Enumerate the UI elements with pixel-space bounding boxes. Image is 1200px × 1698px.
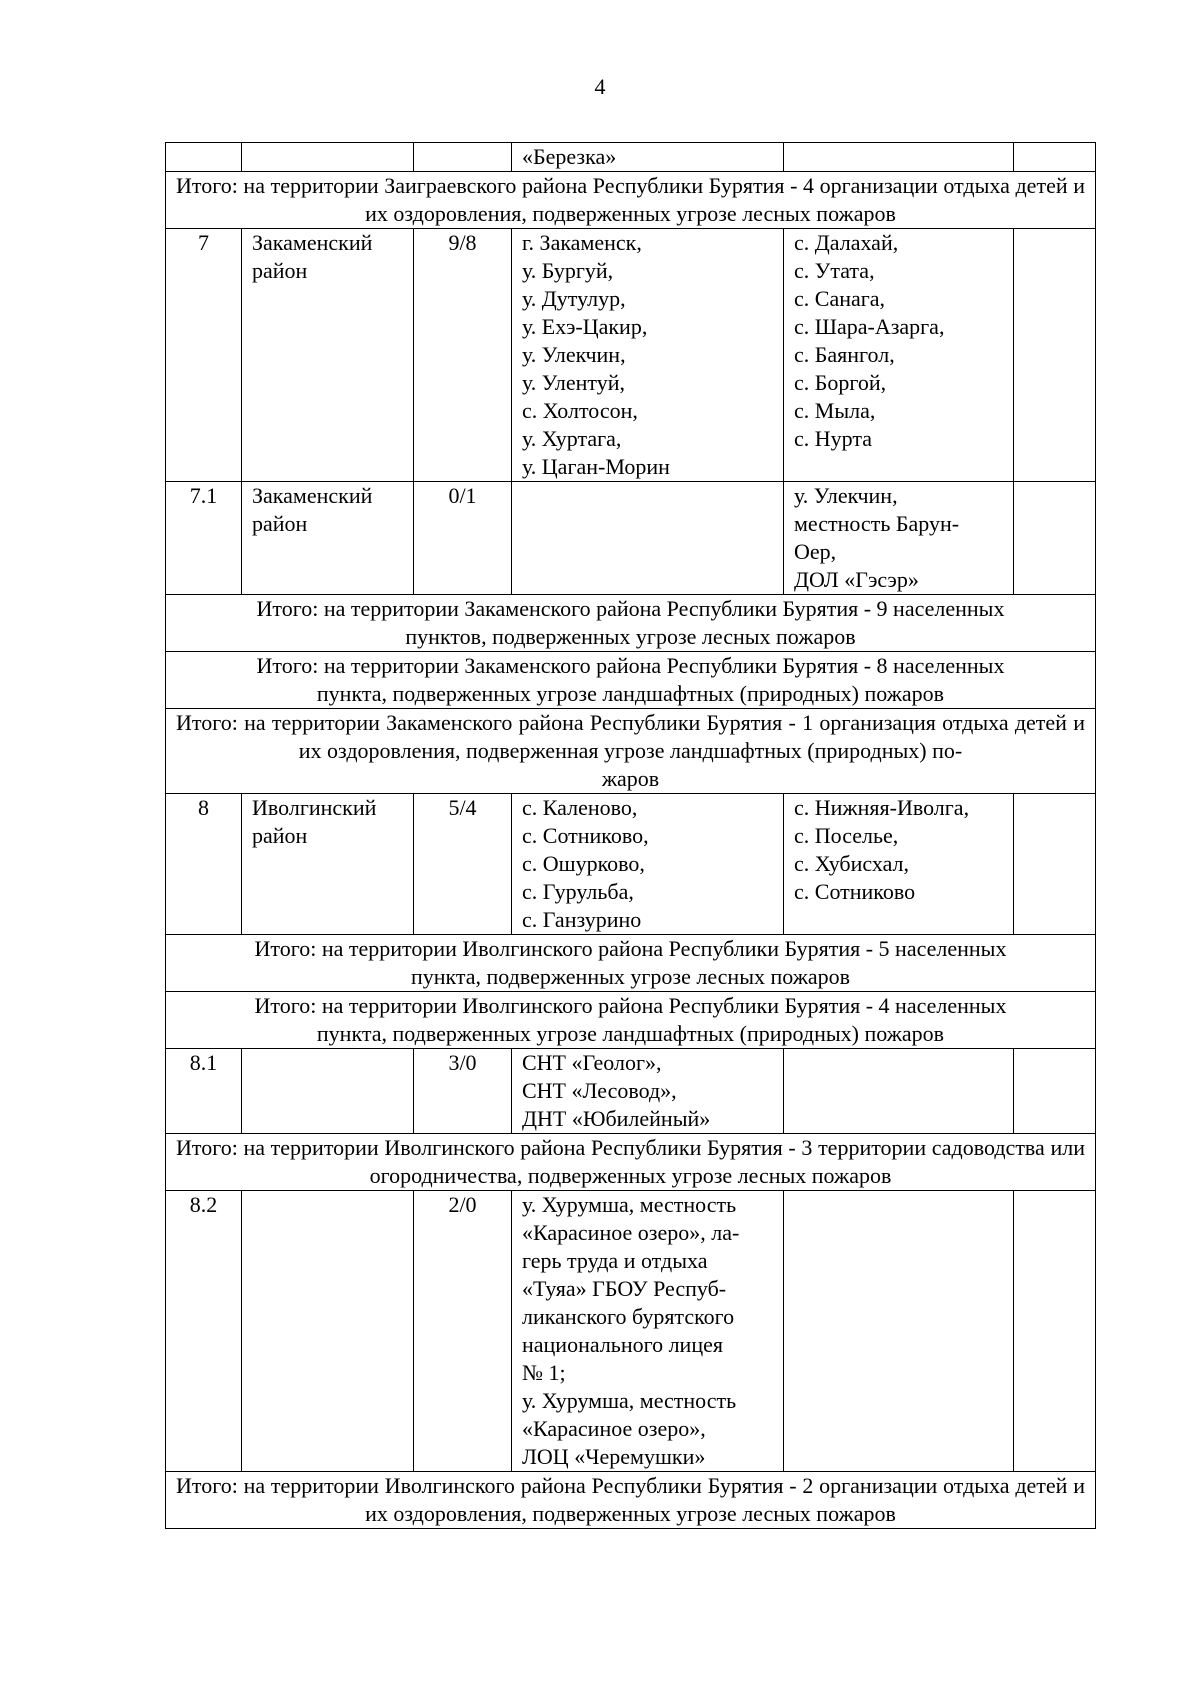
page-number: 4: [594, 74, 606, 99]
total-text: Итого: на территории Иволгинского района Республики Бурятия - 2 организации отдыха детей и их оздоровления, подверженных угрозе лесных пожаров: [166, 1472, 1096, 1529]
row-number: 7: [166, 229, 242, 482]
forest-fire-settlements-cell: СНТ «Геолог», СНТ «Лесовод», ДНТ «Юбилейный»: [512, 1049, 784, 1134]
row-number: 8: [166, 794, 242, 935]
landscape-fire-settlements-cell: [784, 1049, 1014, 1134]
landscape-fire-settlements-cell: у. Улекчин, местность Барун- Оер, ДОЛ «Гэсэр»: [784, 482, 1014, 595]
district-cell: Закаменский район: [242, 482, 414, 595]
district-cell: Иволгинский район: [242, 794, 414, 935]
count-cell: 9/8: [414, 229, 512, 482]
row-number: [166, 143, 242, 172]
extra-cell: [1014, 143, 1096, 172]
table-row: [166, 482, 1096, 595]
landscape-fire-settlements-cell: [784, 143, 1014, 172]
total-row: [166, 935, 1096, 992]
table-row: [166, 794, 1096, 935]
extra-cell: [1014, 794, 1096, 935]
extra-cell: [1014, 482, 1096, 595]
table-row: [166, 1049, 1096, 1134]
total-row: [166, 595, 1096, 652]
total-text: Итого: на территории Иволгинского района Республики Бурятия - 3 территории садоводства или огородничества, подверженных угрозе лесных пожаров: [166, 1134, 1096, 1191]
forest-fire-settlements-cell: [512, 482, 784, 595]
forest-fire-settlements-cell: «Березка»: [512, 143, 784, 172]
total-row: [166, 992, 1096, 1049]
district-cell: [242, 1191, 414, 1472]
total-text: Итого: на территории Закаменского района Республики Бурятия - 8 населенных пункта, подверженных угрозе ландшафтных (природных) пожаров: [166, 652, 1096, 709]
district-cell: [242, 1049, 414, 1134]
total-row: [166, 652, 1096, 709]
total-row: [166, 709, 1096, 794]
landscape-fire-settlements-cell: с. Далахай, с. Утата, с. Санага, с. Шара-Азарга, с. Баянгол, с. Боргой, с. Мыла, с. Нурта: [784, 229, 1014, 482]
total-text: Итого: на территории Закаменского района Республики Бурятия - 1 организация отдыха детей и их оздоровления, подверженная угрозе ландшафтных (природных) по- жаров: [166, 709, 1096, 794]
count-cell: 3/0: [414, 1049, 512, 1134]
district-cell: Закаменский район: [242, 229, 414, 482]
row-number: 7.1: [166, 482, 242, 595]
row-number: 8.1: [166, 1049, 242, 1134]
table-row: [166, 143, 1096, 172]
count-cell: 5/4: [414, 794, 512, 935]
forest-fire-settlements-cell: у. Хурумша, местность «Карасиное озеро», ла- герь труда и отдыха «Туяа» ГБОУ Респуб- ликанского бурятского национального лицея № 1; у. Хурумша, местность «Карасиное озеро», ЛОЦ «Черемушки»: [512, 1191, 784, 1472]
landscape-fire-settlements-cell: с. Нижняя-Иволга, с. Поселье, с. Хубисхал, с. Сотниково: [784, 794, 1014, 935]
total-text: Итого: на территории Заиграевского района Республики Бурятия - 4 организации отдыха детей и их оздоровления, подверженных угрозе лесных пожаров: [166, 172, 1096, 229]
extra-cell: [1014, 1049, 1096, 1134]
count-cell: 2/0: [414, 1191, 512, 1472]
extra-cell: [1014, 229, 1096, 482]
settlements-table: [165, 142, 1096, 1529]
total-row: [166, 1134, 1096, 1191]
total-text: Итого: на территории Иволгинского района Республики Бурятия - 4 населенных пункта, подверженных угрозе ландшафтных (природных) пожаров: [166, 992, 1096, 1049]
extra-cell: [1014, 1191, 1096, 1472]
total-row: [166, 1472, 1096, 1529]
count-cell: [414, 143, 512, 172]
row-number: 8.2: [166, 1191, 242, 1472]
table-row: [166, 1191, 1096, 1472]
forest-fire-settlements-cell: г. Закаменск, у. Бургуй, у. Дутулур, у. Ехэ-Цакир, у. Улекчин, у. Улентуй, с. Холтосон, у. Хуртага, у. Цаган-Морин: [512, 229, 784, 482]
forest-fire-settlements-cell: с. Каленово, с. Сотниково, с. Ошурково, с. Гурульба, с. Ганзурино: [512, 794, 784, 935]
landscape-fire-settlements-cell: [784, 1191, 1014, 1472]
total-row: [166, 172, 1096, 229]
total-text: Итого: на территории Закаменского района Республики Бурятия - 9 населенных пунктов, подверженных угрозе лесных пожаров: [166, 595, 1096, 652]
total-text: Итого: на территории Иволгинского района Республики Бурятия - 5 населенных пункта, подверженных угрозе лесных пожаров: [166, 935, 1096, 992]
count-cell: 0/1: [414, 482, 512, 595]
district-cell: [242, 143, 414, 172]
table-row: [166, 229, 1096, 482]
